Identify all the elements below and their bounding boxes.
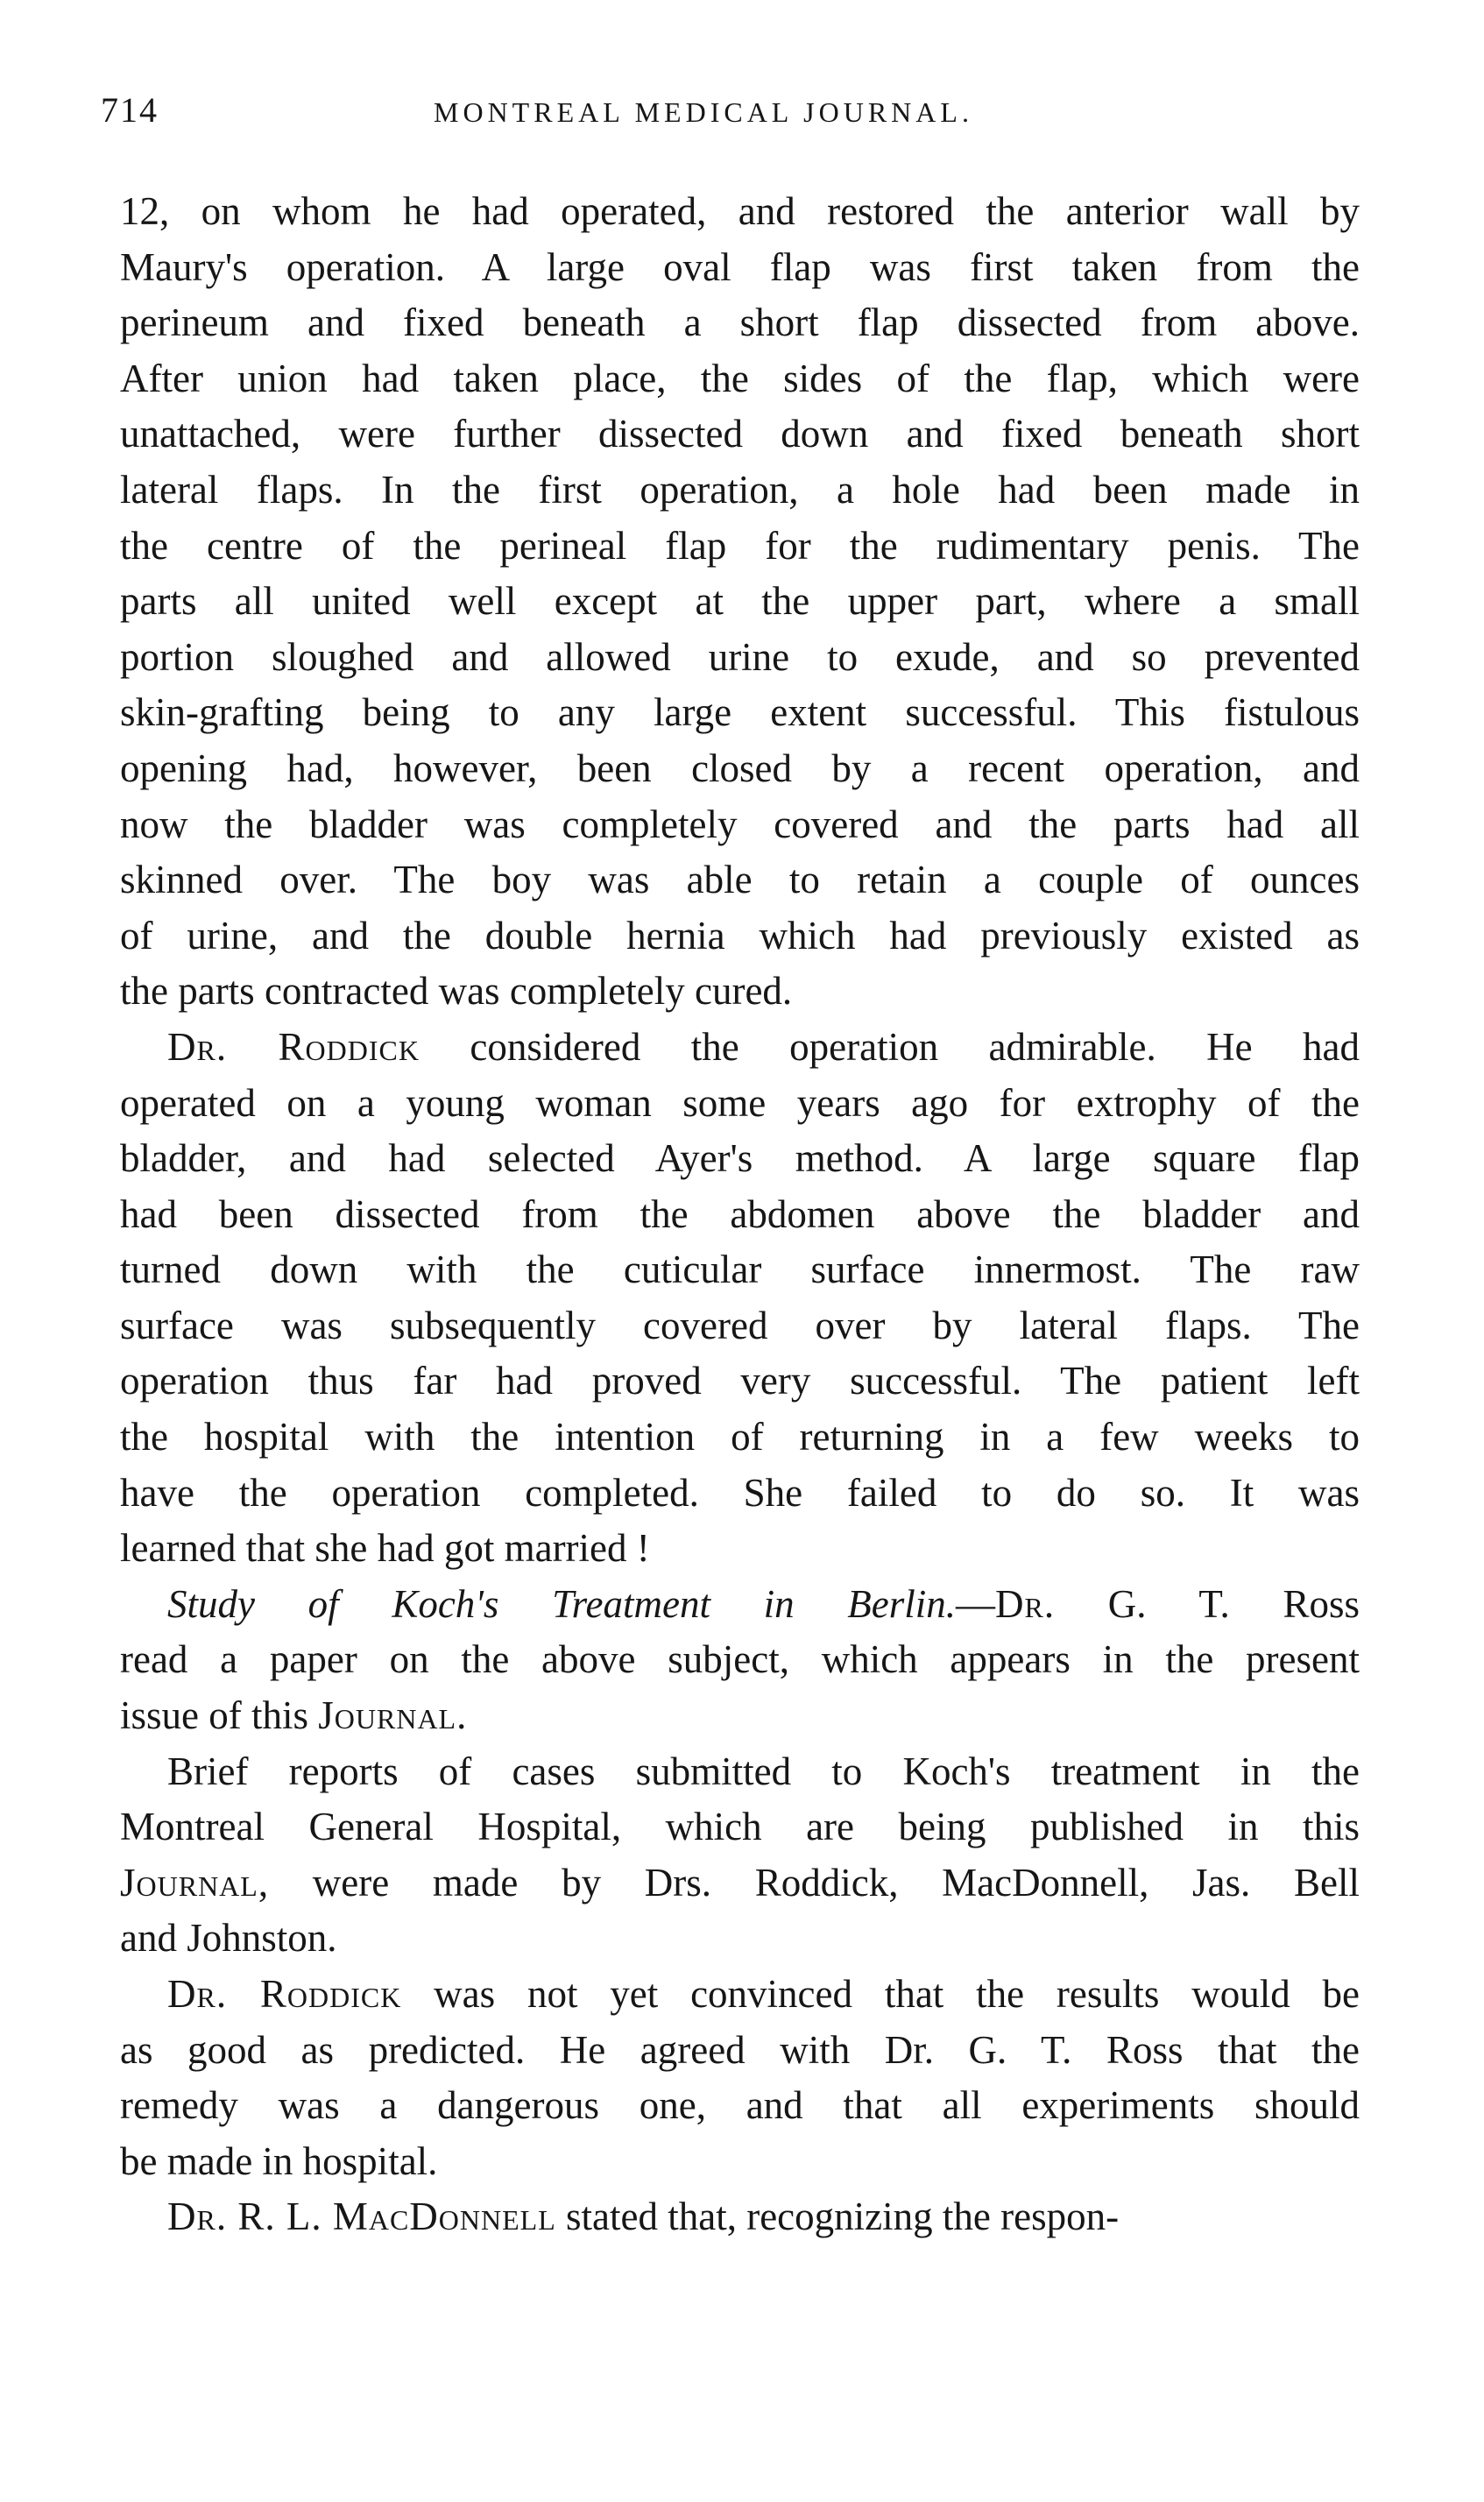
paragraph [120, 1744, 1360, 1967]
text-segment: Montreal General Hospital, which are being published in this [120, 1805, 1360, 1849]
text-line [120, 1632, 1360, 1688]
text-line [120, 240, 1360, 296]
paragraph [120, 1577, 1360, 1744]
text-line [120, 2189, 1360, 2245]
body-text [120, 184, 1360, 2245]
small-caps-text: Dr. [995, 1581, 1056, 1626]
text-line [120, 1298, 1360, 1354]
text-line [120, 2134, 1360, 2190]
text-segment: learned that she had got married ! [120, 1526, 650, 1571]
text-line [120, 1242, 1360, 1298]
text-segment: portion sloughed and allowed urine to exude, and so prevented [120, 634, 1360, 679]
text-line [120, 1688, 1360, 1744]
text-line [120, 685, 1360, 741]
text-segment: — [956, 1581, 996, 1626]
text-segment: was not yet convinced that the results would be [401, 1972, 1360, 2016]
text-segment: skin-grafting being to any large extent successful. This fistulous [120, 690, 1360, 735]
text-segment: 12, on whom he had operated, and restored the anterior wall by [120, 189, 1360, 233]
text-segment: the hospital with the intention of returning in a few weeks to [120, 1415, 1360, 1460]
text-segment: turned down with the cuticular surface innermost. The raw [120, 1247, 1360, 1292]
text-segment: surface was subsequently covered over by lateral flaps. The [120, 1303, 1360, 1347]
small-caps-text: Journal. [318, 1693, 468, 1738]
text-line [120, 295, 1360, 351]
text-segment: have the operation completed. She failed to do so. It was [120, 1470, 1360, 1515]
paragraph [120, 184, 1360, 1020]
text-segment: unattached, were further dissected down and fixed beneath short [120, 412, 1360, 456]
text-line [120, 1466, 1360, 1522]
page-number: 714 [101, 90, 159, 130]
text-segment: stated that, recognizing the respon- [555, 2195, 1120, 2239]
text-segment: operation thus far had proved very successful. The patient left [120, 1359, 1360, 1403]
text-segment: lateral flaps. In the first operation, a hole had been made in [120, 467, 1360, 512]
text-segment: G. T. Ross [1055, 1581, 1360, 1626]
text-line [120, 1410, 1360, 1466]
text-line [120, 519, 1360, 575]
small-caps-text: Dr. Roddick [167, 1024, 420, 1069]
text-line [120, 406, 1360, 463]
text-segment: had been dissected from the abdomen above the bladder and [120, 1191, 1360, 1236]
text-line [120, 741, 1360, 797]
text-line [120, 2023, 1360, 2079]
text-line [120, 1187, 1360, 1243]
text-segment: remedy was a dangerous one, and that all experiments should [120, 2083, 1360, 2128]
text-line [120, 1131, 1360, 1187]
text-segment: operated on a young woman some years ago for extrophy of the [120, 1080, 1360, 1125]
text-line [120, 1855, 1360, 1912]
text-line [120, 1577, 1360, 1633]
text-line [120, 1911, 1360, 1967]
text-line [120, 1521, 1360, 1577]
text-line [120, 908, 1360, 965]
text-segment: skinned over. The boy was able to retain a couple of ounces [120, 858, 1360, 902]
text-line [120, 574, 1360, 630]
text-segment: perineum and fixed beneath a short flap dissected from above. [120, 300, 1360, 345]
text-segment: were made by Drs. Roddick, MacDonnell, Jas. Bell [269, 1860, 1360, 1905]
text-line [120, 1076, 1360, 1132]
text-line [120, 351, 1360, 407]
text-line [120, 1799, 1360, 1855]
text-line [120, 184, 1360, 240]
text-segment: bladder, and had selected Ayer's method. A large square flap [120, 1136, 1360, 1181]
text-line [120, 2078, 1360, 2134]
text-segment: After union had taken place, the sides of the flap, which were [120, 356, 1360, 400]
paragraph [120, 1020, 1360, 1577]
text-segment: the parts contracted was completely cured. [120, 969, 793, 1014]
text-segment: and Johnston. [120, 1916, 337, 1961]
text-segment: the centre of the perineal flap for the rudimentary penis. The [120, 523, 1360, 568]
text-segment: be made in hospital. [120, 2138, 438, 2183]
text-segment: of urine, and the double hernia which had previously existed as [120, 913, 1360, 958]
text-segment: parts all united well except at the upper part, where a small [120, 579, 1360, 624]
text-segment: considered the operation admirable. He had [419, 1024, 1360, 1069]
journal-title: MONTREAL MEDICAL JOURNAL. [434, 96, 973, 128]
text-line [120, 964, 1360, 1020]
text-segment: as good as predicted. He agreed with Dr. G. T. Ross that the [120, 2027, 1360, 2072]
paragraph [120, 2189, 1360, 2245]
text-segment: opening had, however, been closed by a recent operation, and [120, 746, 1360, 790]
text-line [120, 630, 1360, 686]
text-segment: now the bladder was completely covered and the parts had all [120, 802, 1360, 846]
text-segment: issue of this [120, 1693, 319, 1738]
text-segment: Brief reports of cases submitted to Koch's treatment in the [167, 1749, 1360, 1793]
italic-heading: Study of Koch's Treatment in Berlin. [167, 1581, 957, 1626]
text-line [120, 463, 1360, 519]
paragraph [120, 1967, 1360, 2189]
text-line [120, 797, 1360, 853]
small-caps-text: Dr. R. L. MacDonnell [167, 2195, 556, 2239]
small-caps-text: Dr. Roddick [167, 1972, 402, 2016]
text-segment: Maury's operation. A large oval flap was first taken from the [120, 244, 1360, 289]
running-head [101, 89, 1380, 142]
text-line [120, 1967, 1360, 2023]
text-segment: read a paper on the above subject, which appears in the present [120, 1637, 1360, 1682]
small-caps-text: Journal, [120, 1860, 270, 1905]
text-line [120, 1020, 1360, 1076]
text-line [120, 852, 1360, 908]
text-line [120, 1744, 1360, 1800]
text-line [120, 1353, 1360, 1410]
